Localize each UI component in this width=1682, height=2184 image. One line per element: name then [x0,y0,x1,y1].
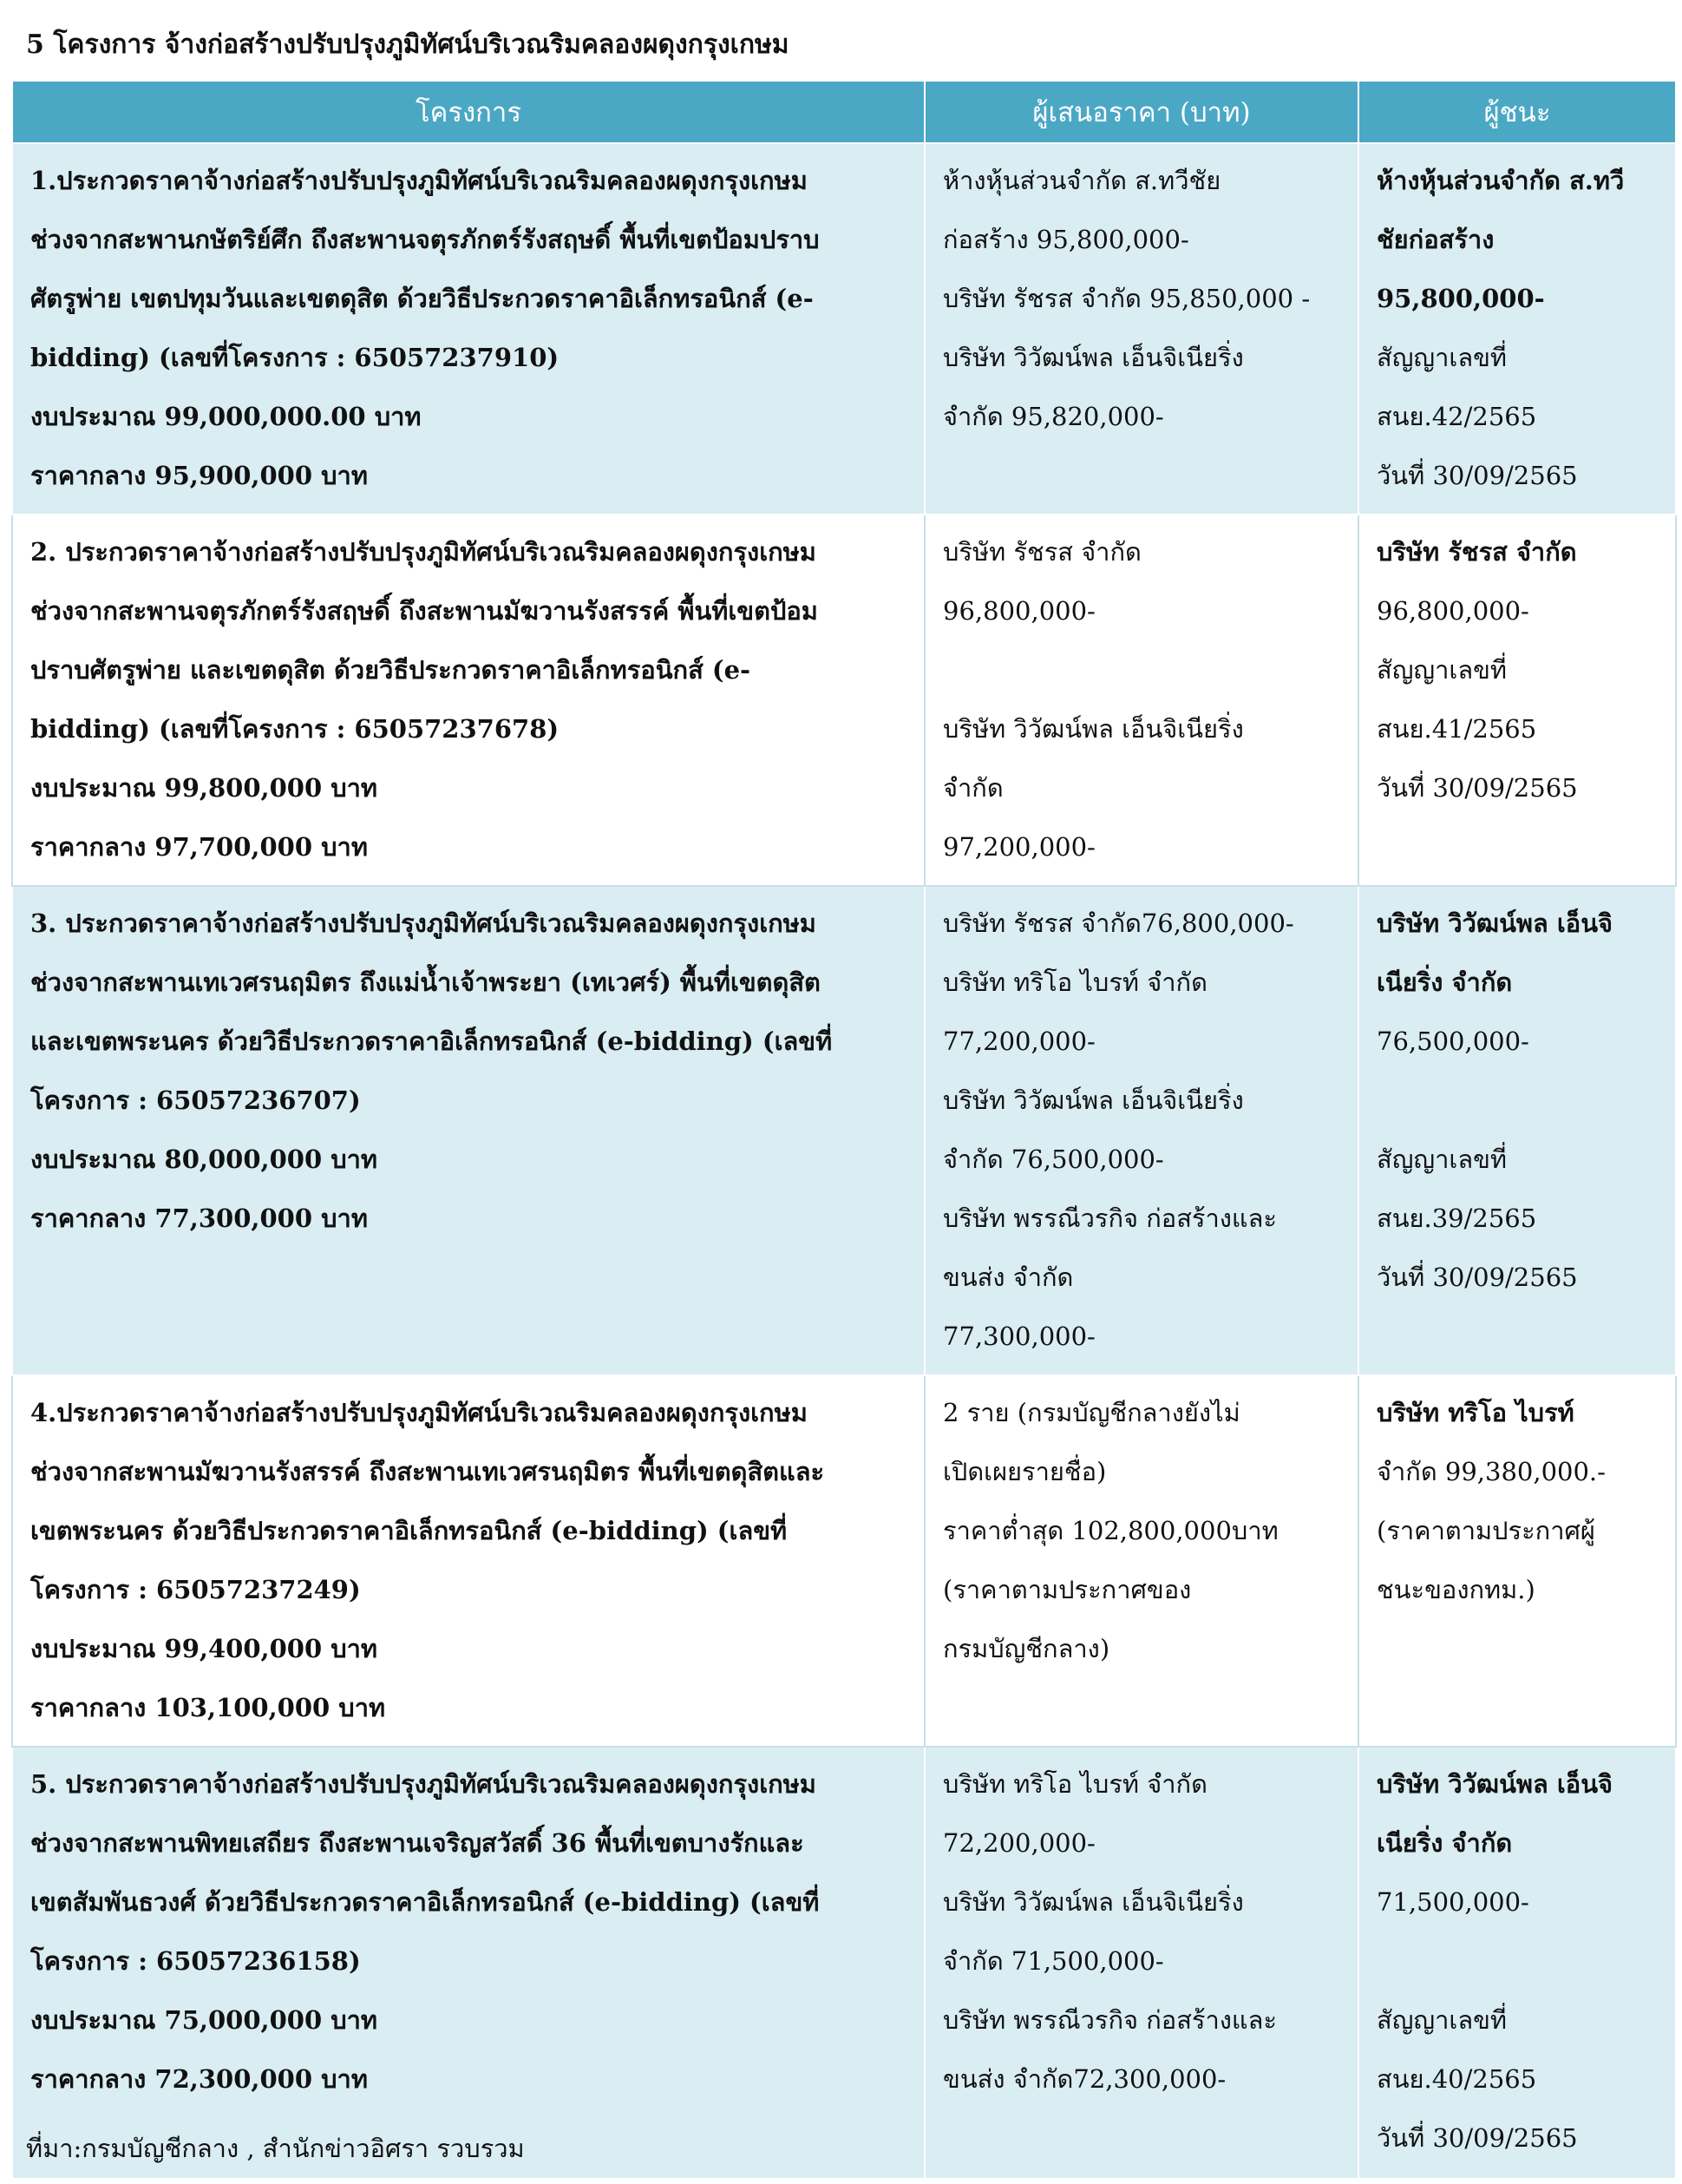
winner-cell [1358,143,1676,515]
project-line: ปราบศัตรูพ่าย และเขตดุสิต ด้วยวิธีประกวดราคาอิเล็กทรอนิกส์ (e- [30,655,751,685]
winner-line: วันที่ 30/09/2565 [1377,461,1578,490]
winner_bold-line: 95,800,000- [1377,284,1545,313]
winner-line [1377,1071,1663,1130]
project-line: ช่วงจากสะพานจตุรภักตร์รังสฤษดิ์ ถึงสะพานมัฆวานรังสรรค์ พื้นที่เขตป้อม [30,596,818,626]
bidders-line: บริษัท รัชรส จำกัด [943,537,1142,567]
winner-line: 96,800,000- [1377,596,1529,626]
winner_bold-line: บริษัท วิวัฒน์พล เอ็นจิ [1377,908,1613,938]
bidders-cell [925,1375,1358,1747]
winner_bold-line: เนียริ่ง จำกัด [1377,967,1513,997]
bidders-line: จำกัด 95,820,000- [943,402,1164,431]
bidders-line: จำกัด 76,500,000- [943,1144,1164,1174]
winner-line: วันที่ 30/09/2565 [1377,2123,1578,2153]
winner-line: สนย.42/2565 [1377,402,1537,431]
bidders-cell [925,1747,1358,2179]
bidders-line: ห้างหุ้นส่วนจำกัด ส.ทวีชัย [943,166,1221,195]
winner_bold-line: บริษัท ทริโอ ไบรท์ [1377,1398,1574,1427]
winner-line: (ราคาตามประกาศผู้ [1377,1516,1595,1545]
table-header-row [12,81,1676,143]
winner-cell [1358,886,1676,1375]
project-line: ช่วงจากสะพานพิทยเสถียร ถึงสะพานเจริญสวัสดิ์ 36 พื้นที่เขตบางรักและ [30,1828,804,1858]
header-winner: ผู้ชนะ [1358,81,1676,143]
winner-line: ชนะของกทม.) [1377,1575,1535,1604]
bidders-line: กรมบัญชีกลาง) [943,1634,1110,1663]
winner-line: สัญญาเลขที่ [1377,2005,1508,2035]
winner-line: สัญญาเลขที่ [1377,1144,1508,1174]
project-line: ราคากลาง 103,100,000 บาท [30,1693,386,1722]
page-title: 5 โครงการ จ้างก่อสร้างปรับปรุงภูมิทัศน์บริเวณริมคลองผดุงกรุงเกษม [26,30,789,60]
table-row [12,515,1676,886]
bidders-line: ก่อสร้าง 95,800,000- [943,225,1189,254]
bidders-line: จำกัด [943,773,1004,803]
header-bidders: ผู้เสนอราคา (บาท) [925,81,1358,143]
project-line: งบประมาณ 80,000,000 บาท [30,1144,378,1174]
winner-line: 71,500,000- [1377,1887,1529,1917]
winner-cell [1358,1747,1676,2179]
project-line: ราคากลาง 97,700,000 บาท [30,832,368,862]
bidders-line: ขนส่ง จำกัด72,300,000- [943,2064,1227,2094]
winner-line: จำกัด 99,380,000.- [1377,1457,1606,1486]
header-project: โครงการ [12,81,925,143]
winner-line: 76,500,000- [1377,1026,1529,1056]
winner-line: สัญญาเลขที่ [1377,655,1508,685]
winner-cell [1358,1375,1676,1747]
table-row [12,1747,1676,2179]
winner-line: สัญญาเลขที่ [1377,343,1508,372]
bidders-line: 2 ราย (กรมบัญชีกลางยังไม่ [943,1398,1240,1427]
winner_bold-line: ชัยก่อสร้าง [1377,225,1495,254]
project-cell [12,1747,925,2179]
bidders-line: บริษัท พรรณีวรกิจ ก่อสร้างและ [943,1203,1277,1233]
bidders-line: (ราคาตามประกาศของ [943,1575,1192,1604]
winner_bold-line: บริษัท วิวัฒน์พล เอ็นจิ [1377,1769,1613,1799]
bidders-line: ราคาต่ำสุด 102,800,000บาท [943,1516,1279,1545]
project-cell [12,886,925,1375]
project-line: 2. ประกวดราคาจ้างก่อสร้างปรับปรุงภูมิทัศน์บริเวณริมคลองผดุงกรุงเกษม [30,537,816,567]
bidders-line: บริษัท วิวัฒน์พล เอ็นจิเนียริ่ง [943,343,1244,372]
bidders-line: บริษัท ทริโอ ไบรท์ จำกัด [943,1769,1208,1799]
winner_bold-line: บริษัท รัชรส จำกัด [1377,537,1577,567]
winner-cell [1358,515,1676,886]
project-line: โครงการ : 65057237249) [30,1575,361,1604]
winner-line: วันที่ 30/09/2565 [1377,773,1578,803]
project-line: bidding) (เลขที่โครงการ : 65057237910) [30,343,560,372]
project-line: ช่วงจากสะพานมัฆวานรังสรรค์ ถึงสะพานเทเวศรนฤมิตร พื้นที่เขตดุสิตและ [30,1457,825,1486]
winner-line: สนย.41/2565 [1377,714,1537,744]
bidders-line: 77,200,000- [943,1026,1096,1056]
bidders-line: จำกัด 71,500,000- [943,1946,1164,1976]
table-row [12,1375,1676,1747]
project-line: ศัตรูพ่าย เขตปทุมวันและเขตดุสิต ด้วยวิธีประกวดราคาอิเล็กทรอนิกส์ (e- [30,284,814,313]
winner_bold-line: ห้างหุ้นส่วนจำกัด ส.ทวี [1377,166,1625,195]
winner_bold-line: เนียริ่ง จำกัด [1377,1828,1513,1858]
bidders-line: บริษัท ทริโอ ไบรท์ จำกัด [943,967,1208,997]
bidders-line: 72,200,000- [943,1828,1096,1858]
bidders-line: บริษัท พรรณีวรกิจ ก่อสร้างและ [943,2005,1277,2035]
bidders-line: บริษัท วิวัฒน์พล เอ็นจิเนียริ่ง [943,714,1244,744]
project-line: โครงการ : 65057236707) [30,1085,361,1115]
bidders-line: บริษัท วิวัฒน์พล เอ็นจิเนียริ่ง [943,1887,1244,1917]
winner-line: สนย.40/2565 [1377,2064,1537,2094]
project-line: เขตพระนคร ด้วยวิธีประกวดราคาอิเล็กทรอนิกส์ (e-bidding) (เลขที่ [30,1516,788,1545]
project-line: bidding) (เลขที่โครงการ : 65057237678) [30,714,560,744]
project-line: 4.ประกวดราคาจ้างก่อสร้างปรับปรุงภูมิทัศน์บริเวณริมคลองผดุงกรุงเกษม [30,1398,808,1427]
project-line: และเขตพระนคร ด้วยวิธีประกวดราคาอิเล็กทรอนิกส์ (e-bidding) (เลขที่ [30,1026,833,1056]
project-line: ราคากลาง 72,300,000 บาท [30,2064,368,2094]
bidders-line: ขนส่ง จำกัด [943,1263,1074,1292]
bidders-line: เปิดเผยรายชื่อ) [943,1457,1107,1486]
project-line: เขตสัมพันธวงศ์ ด้วยวิธีประกวดราคาอิเล็กทรอนิกส์ (e-bidding) (เลขที่ [30,1887,820,1917]
bidders-cell [925,886,1358,1375]
project-line: ราคากลาง 77,300,000 บาท [30,1203,368,1233]
bidders-line: 77,300,000- [943,1322,1096,1351]
bidders-line: บริษัท รัชรส จำกัด 95,850,000 - [943,284,1311,313]
project-line: 5. ประกวดราคาจ้างก่อสร้างปรับปรุงภูมิทัศน์บริเวณริมคลองผดุงกรุงเกษม [30,1769,816,1799]
bidders-line: บริษัท รัชรส จำกัด76,800,000- [943,908,1294,938]
bidders-line [943,640,1345,699]
bidders-cell [925,143,1358,515]
project-line: ช่วงจากสะพานกษัตริย์ศึก ถึงสะพานจตุรภักตร์รังสฤษดิ์ พื้นที่เขตป้อมปราบ [30,225,820,254]
projects-table [11,80,1677,2180]
project-line: งบประมาณ 75,000,000 บาท [30,2005,378,2035]
project-cell [12,515,925,886]
project-line: ราคากลาง 95,900,000 บาท [30,461,368,490]
winner-line [1377,1931,1663,1991]
project-line: 1.ประกวดราคาจ้างก่อสร้างปรับปรุงภูมิทัศน์บริเวณริมคลองผดุงกรุงเกษม [30,166,808,195]
bidders-cell [925,515,1358,886]
project-line: ช่วงจากสะพานเทเวศรนฤมิตร ถึงแม่น้ำเจ้าพระยา (เทเวศร์) พื้นที่เขตดุสิต [30,967,821,997]
project-cell [12,1375,925,1747]
bidders-line: บริษัท วิวัฒน์พล เอ็นจิเนียริ่ง [943,1085,1244,1115]
winner-line: วันที่ 30/09/2565 [1377,1263,1578,1292]
table-row [12,143,1676,515]
source-note: ที่มา:กรมบัญชีกลาง , สำนักข่าวอิศรา รวบรวม [26,2134,525,2163]
bidders-line: 97,200,000- [943,832,1096,862]
project-line: งบประมาณ 99,000,000.00 บาท [30,402,422,431]
bidders-line: 96,800,000- [943,596,1096,626]
project-cell [12,143,925,515]
project-line: งบประมาณ 99,800,000 บาท [30,773,378,803]
table-row [12,886,1676,1375]
winner-line: สนย.39/2565 [1377,1203,1537,1233]
project-line: 3. ประกวดราคาจ้างก่อสร้างปรับปรุงภูมิทัศน์บริเวณริมคลองผดุงกรุงเกษม [30,908,816,938]
project-line: งบประมาณ 99,400,000 บาท [30,1634,378,1663]
project-line: โครงการ : 65057236158) [30,1946,361,1976]
